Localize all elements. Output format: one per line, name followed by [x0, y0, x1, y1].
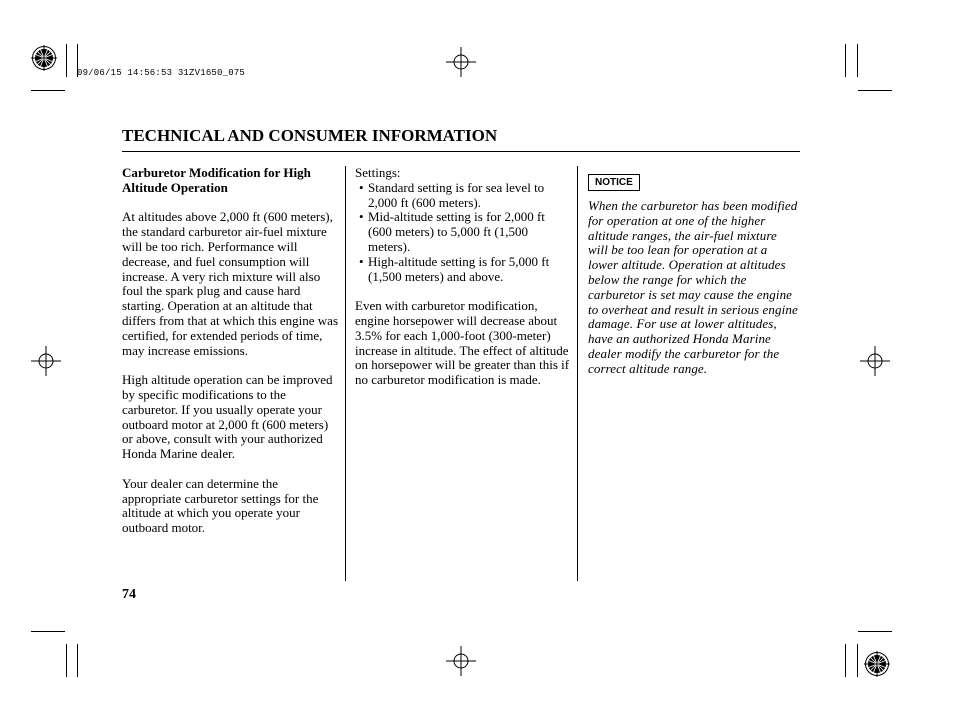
body-paragraph: At altitudes above 2,000 ft (600 meters), the standard carburetor air-fuel mixture will be too rich. Performance will decrease, and fuel consumption will increase. A very rich mixture will also foul the spark plug and cause hard starting. Operation at an altitude that differs from that at which this engine was certified, for extended periods of time, may increase emissions.	[122, 209, 339, 358]
crop-mark-line	[77, 644, 78, 677]
body-paragraph: Even with carburetor modification, engine horsepower will decrease about 3.5% for each 1,000-foot (300-meter) increase in altitude. The effect of altitude on horsepower will be greater than this if no carburetor modification is made.	[355, 298, 570, 388]
crop-mark-line	[858, 90, 892, 91]
right-column	[588, 173, 800, 391]
title-rule	[122, 151, 800, 152]
registration-crosshair-icon	[446, 646, 476, 676]
middle-column	[355, 166, 570, 403]
list-item: • Mid-altitude setting is for 2,000 ft (600 meters) to 5,000 ft (1,500 meters).	[359, 209, 545, 254]
crop-mark-line	[858, 631, 892, 632]
crop-mark-line	[857, 44, 858, 77]
bullet-icon: •	[359, 179, 364, 195]
crop-mark-line	[845, 644, 846, 677]
body-paragraph: High altitude operation can be improved by specific modifications to the carburetor. If you usually operate your outboard motor at 2,000 ft (600 meters) or above, consult with your authorized Honda Marine dealer.	[122, 372, 333, 462]
crop-mark-line	[31, 631, 65, 632]
page-number: 74	[122, 587, 136, 602]
print-stamp: 09/06/15 14:56:53 31ZV1650_075	[77, 68, 246, 78]
section-title: TECHNICAL AND CONSUMER INFORMATION	[122, 126, 498, 145]
body-paragraph: Your dealer can determine the appropriate carburetor settings for the altitude at which you operate your outboard motor.	[122, 475, 319, 536]
registration-crosshair-icon	[860, 346, 890, 376]
subsection-heading: Carburetor Modification for High Altitude Operation	[122, 165, 311, 195]
bullet-icon: •	[359, 209, 364, 225]
starburst-target-icon	[864, 651, 890, 677]
crop-mark-line	[66, 44, 67, 77]
settings-label: Settings:	[355, 165, 401, 180]
registration-crosshair-icon	[446, 47, 476, 77]
left-column	[122, 166, 340, 551]
registration-crosshair-icon	[31, 346, 61, 376]
list-item: • Standard setting is for sea level to 2,000 ft (600 meters).	[359, 179, 545, 210]
bullet-icon: •	[359, 253, 364, 269]
crop-mark-line	[857, 644, 858, 677]
settings-list	[355, 181, 570, 285]
notice-text: When the carburetor has been modified for operation at one of the higher altitude ranges, the air-fuel mixture will be too lean for operation at a lower altitude. Operation at altitudes below the range for which the carburetor is set may cause the engine to overheat and result in serious engine damage. For use at lower altitudes, have an authorized Honda Marine dealer modify the carburetor for the correct altitude range.	[588, 198, 798, 376]
crop-mark-line	[31, 90, 65, 91]
column-divider	[577, 166, 578, 581]
starburst-target-icon	[31, 45, 57, 71]
list-item: • High-altitude setting is for 5,000 ft (1,500 meters) and above.	[359, 253, 550, 284]
column-divider	[345, 166, 346, 581]
crop-mark-line	[66, 644, 67, 677]
crop-mark-line	[845, 44, 846, 77]
notice-badge: NOTICE	[588, 174, 640, 191]
